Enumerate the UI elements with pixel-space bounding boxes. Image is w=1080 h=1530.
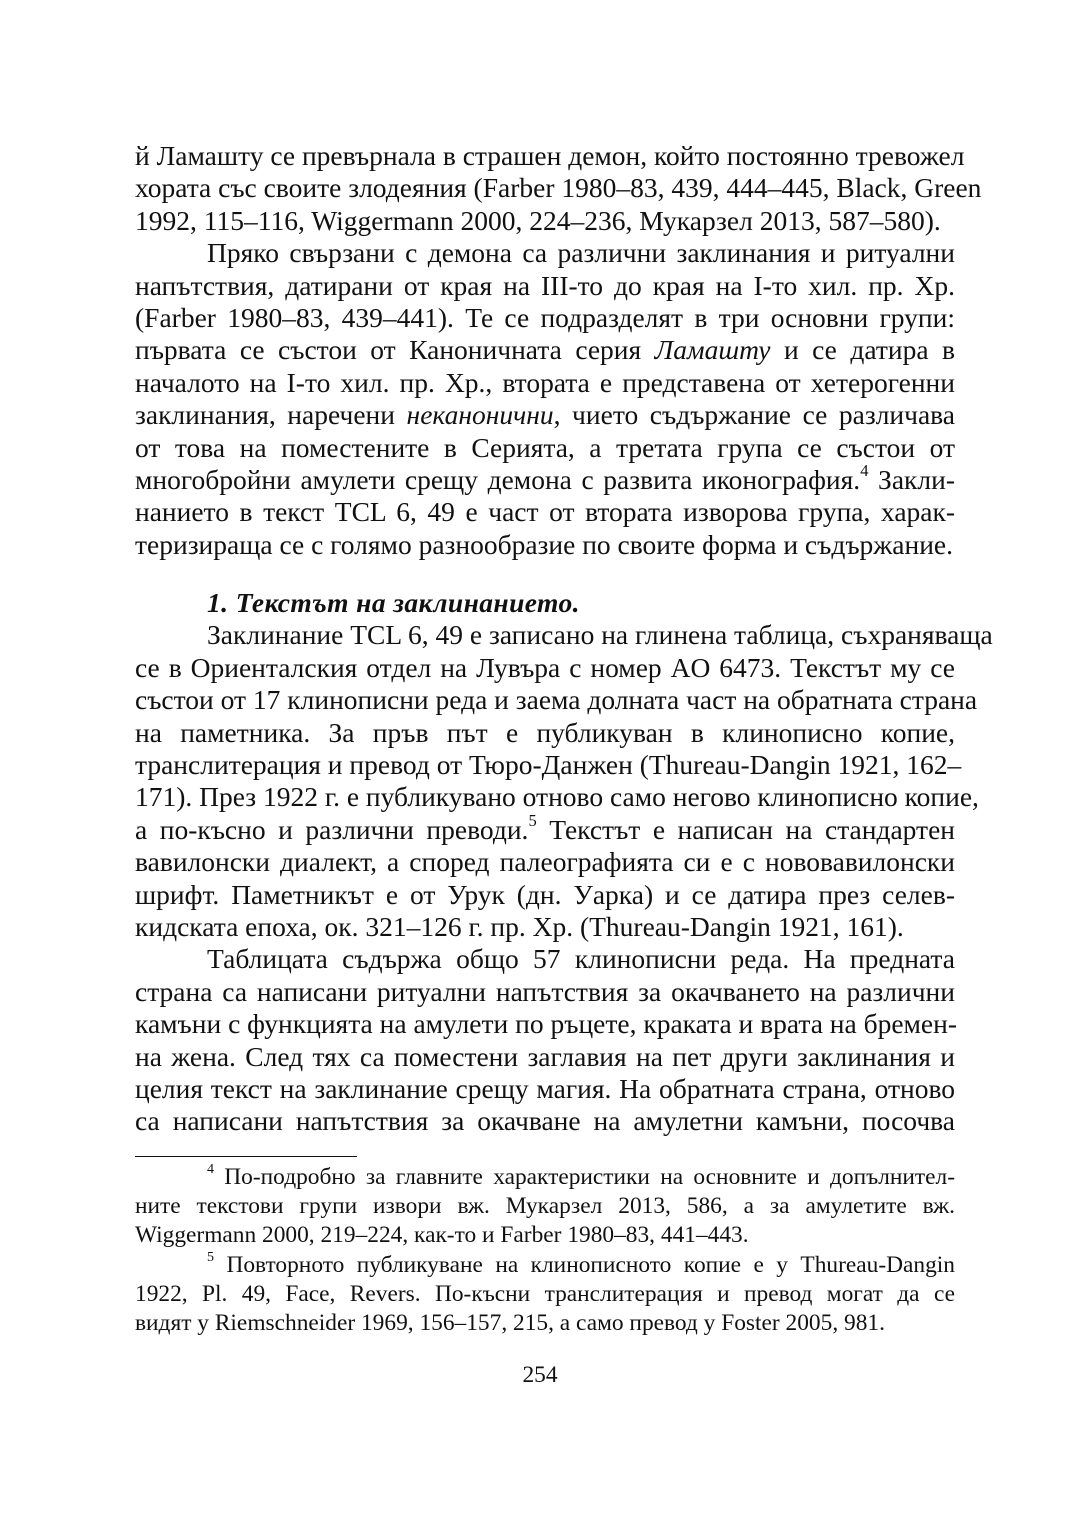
footnote-5 (135, 1248, 955, 1339)
text-line: Пряко свързани с демона са различни заклинания и ритуални (207, 237, 955, 269)
text-segment: многобройни амулети срещу демона с развита иконография. (135, 463, 861, 495)
text-line: 171). През 1922 г. е публикувано отново само негово клинописно копие, (135, 781, 979, 813)
italic-term: Ламашту (654, 334, 771, 366)
footnote-divider (135, 1156, 357, 1157)
text-line: нанието в текст TCL 6, 49 е част от втората изворова група, харак- (135, 496, 955, 528)
text-segment: , чието съдържание се различава (553, 399, 956, 431)
page-body (135, 140, 993, 1339)
text-line: шрифт. Паметникът е от Урук (дн. Уарка) и се датира през селев- (135, 878, 955, 910)
footnote-line (135, 1248, 955, 1280)
text-line: от това на поместените в Серията, а третата група се състои от (135, 431, 955, 463)
text-segment: Закли- (868, 463, 955, 495)
footnote-ref[interactable]: 5 (528, 811, 537, 831)
text-line: 1992, 115–116, Wiggermann 2000, 224–236, Мукарзел 2013, 587–580). (135, 204, 941, 236)
footnote-marker: 5 (207, 1248, 215, 1265)
text-segment: първата се състои от Каноничната серия (135, 334, 655, 366)
text-line: Заклинание TCL 6, 49 е записано на глинена таблица, съхраняваща (207, 619, 993, 651)
paragraph-1 (135, 140, 982, 237)
text-line: й Ламашту се превърнала в страшен демон, който постоянно тревожел (135, 140, 965, 171)
footnote-line (135, 1160, 955, 1192)
text-line: Таблицата съдържа общо 57 клинописни реда. На предната (207, 943, 955, 975)
footnote-ref[interactable]: 4 (860, 461, 869, 481)
footnote-4 (135, 1160, 955, 1251)
text-line: целия текст на заклинание срещу магия. На обратната страна, отново (135, 1072, 955, 1104)
section-heading: 1. Текстът на заклинанието. (207, 587, 580, 619)
text-line: (Farber 1980–83, 439–441). Те се подразделят в три основни групи: (135, 301, 955, 333)
text-line: теризираща се с голямо разнообразие по своите форма и съдържание. (135, 528, 954, 560)
text-line: на жена. След тях са поместени заглавия на пет други заклинания и (135, 1040, 955, 1072)
text-line: камъни с функцията на амулети по ръцете, краката и врата на бремен- (135, 1008, 958, 1040)
text-line: кидската епоха, ок. 321–126 г. пр. Хр. (Thureau-Dangin 1921, 161). (135, 910, 904, 942)
text-segment: Текстът е написан на стандартен (536, 813, 955, 845)
text-line (135, 334, 955, 366)
text-segment: а по-късно и различни преводи. (135, 813, 529, 845)
text-line: транслитерация и превод от Тюро-Данжен (Thureau-Dangin 1921, 162– (135, 749, 962, 781)
paragraph-4 (135, 943, 958, 1137)
text-line: началото на I-то хил. пр. Хр., втората е представена от хетерогенни (135, 366, 955, 398)
footnote-marker: 4 (207, 1160, 215, 1177)
paragraph-2 (135, 237, 955, 561)
paragraph-3 (135, 619, 993, 943)
footnote-line: 1922, Pl. 49, Face, Revers. По-късни транслитерация и превод могат да се (135, 1280, 955, 1307)
footnote-line: ните текстови групи извори вж. Мукарзел 2013, 586, а за амулетите вж. (135, 1193, 955, 1220)
text-line (135, 399, 955, 431)
page-number: 254 (522, 1362, 558, 1388)
text-segment: Повторното публикуване на клинописното копие е у Thureau-Dangin (214, 1251, 955, 1278)
text-segment: заклинания, наречени (135, 399, 407, 431)
text-segment: и се датира в (770, 334, 955, 366)
text-line: страна са написани ритуални напътствия за окачването на различни (135, 975, 955, 1007)
italic-term: неканонични (406, 399, 554, 431)
text-line (135, 811, 955, 846)
text-line: напътствия, датирани от края на III-то до края на I-то хил. пр. Хр. (135, 269, 955, 301)
text-line: на паметника. За пръв път е публикуван в клинописно копие, (135, 716, 955, 748)
footnote-line: Wiggermann 2000, 219–224, как-то и Farber 1980–83, 441–443. (135, 1222, 749, 1249)
text-line: състои от 17 клинописни реда и заема долната част на обратната страна (135, 684, 978, 716)
text-segment: По-подробно за главните характеристики на основните и допълнител- (214, 1163, 955, 1190)
text-line: вавилонски диалект, а според палеографията си е с нововавилонски (135, 846, 955, 878)
footnote-line: видят у Riemschneider 1969, 156–157, 215, а само превод у Foster 2005, 981. (135, 1310, 885, 1337)
text-line (135, 461, 955, 496)
text-line: хората със своите злодеяния (Farber 1980–83, 439, 444–445, Black, Green (135, 172, 982, 204)
text-line: се в Ориенталския отдел на Лувъра с номер AO 6473. Текстът му се (135, 651, 955, 683)
text-line: са написани напътствия за окачване на амулетни камъни, посочва (135, 1105, 955, 1137)
